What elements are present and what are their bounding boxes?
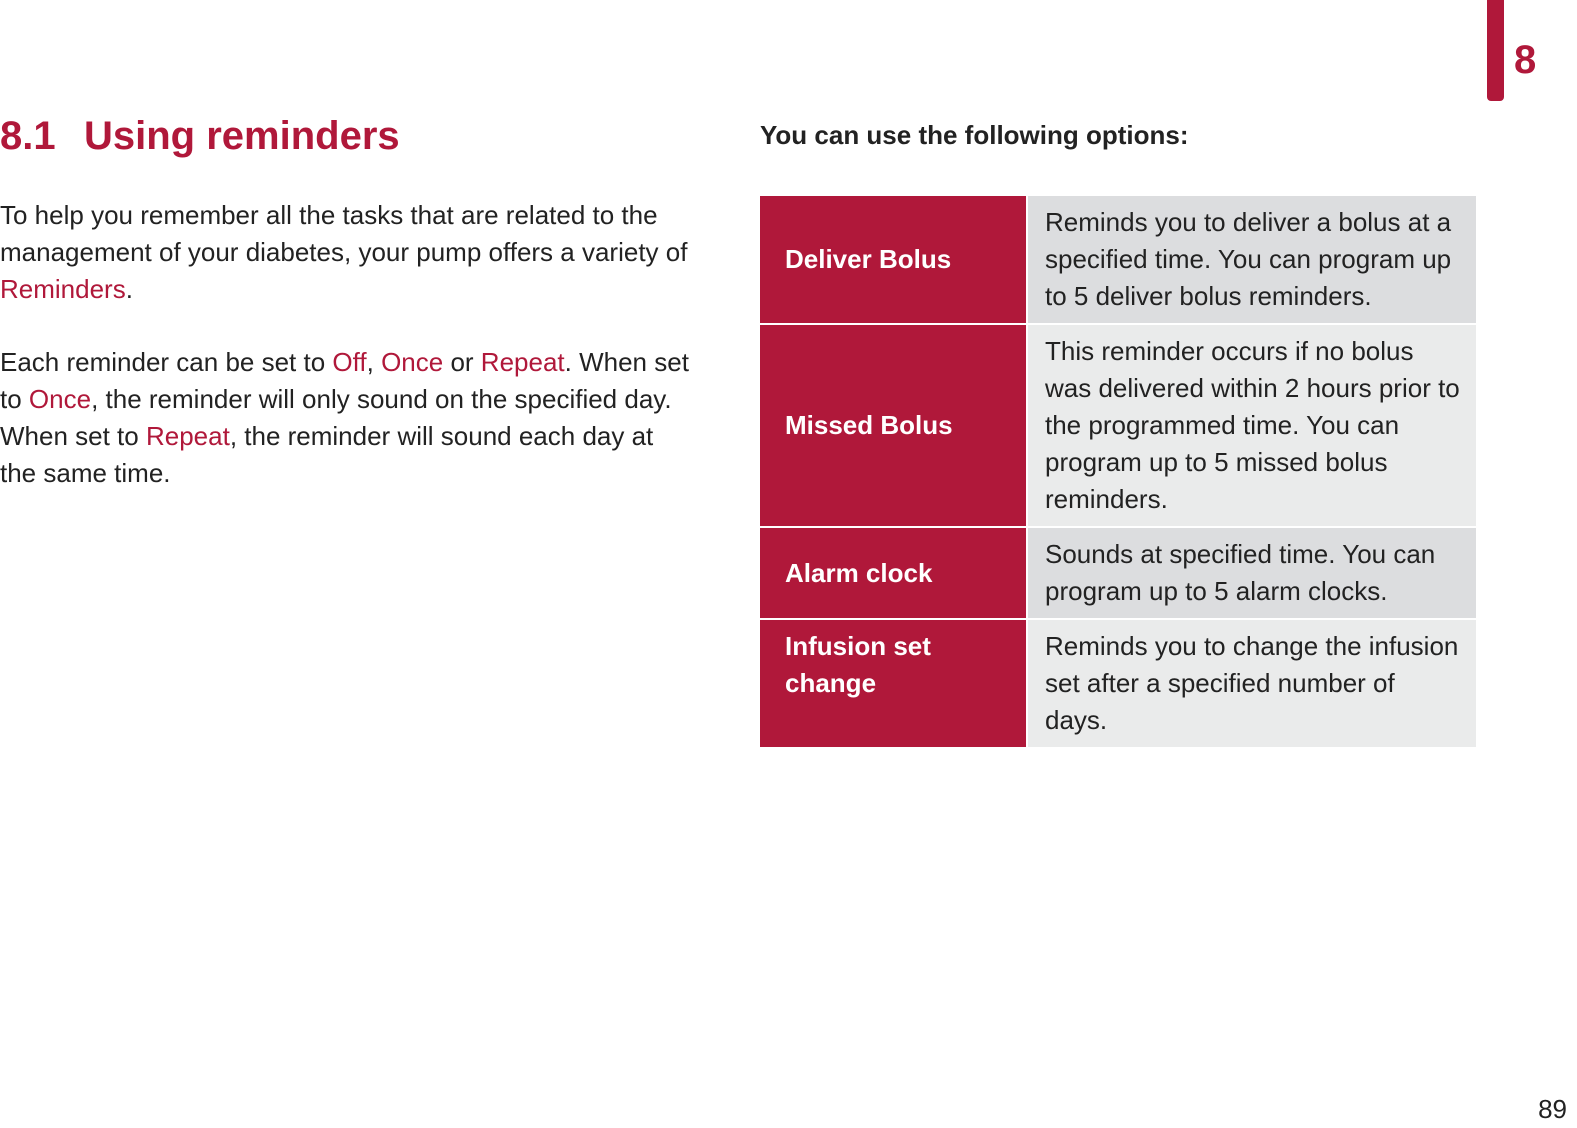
option-name: Deliver Bolus xyxy=(760,196,1027,324)
repeat-term-2: Repeat xyxy=(145,421,230,451)
repeat-term: Repeat xyxy=(480,347,565,377)
once-term-2: Once xyxy=(28,384,92,414)
settings-text-1: Each reminder can be set to xyxy=(0,347,333,377)
page-number: 89 xyxy=(1538,1094,1567,1124)
settings-text-2: . When set to xyxy=(0,347,689,414)
intro-text-2: . xyxy=(125,274,133,304)
settings-sep-1: , xyxy=(366,347,382,377)
option-name: Alarm clock xyxy=(760,527,1027,619)
reminders-term: Reminders xyxy=(0,274,126,304)
chapter-tab-bar xyxy=(1487,0,1504,101)
settings-paragraph xyxy=(0,344,690,492)
settings-sep-2: or xyxy=(443,347,481,377)
table-row xyxy=(760,619,1476,748)
settings-text-3: , the reminder will only sound on the specified day. When set to xyxy=(0,384,672,451)
option-description: This reminder occurs if no bolus was delivered within 2 hours prior to the programmed time. You can program up to 5 missed bolus reminders. xyxy=(1027,324,1476,527)
table-row xyxy=(760,324,1476,527)
option-description: Reminds you to deliver a bolus at a specified time. You can program up to 5 deliver bolus reminders. xyxy=(1027,196,1476,324)
section-title: Using reminders xyxy=(84,114,400,158)
intro-text-1: To help you remember all the tasks that are related to the management of your diabetes, your pump offers a variety of xyxy=(0,200,688,267)
chapter-number: 8 xyxy=(1514,38,1537,82)
section-heading xyxy=(0,112,400,160)
table-row xyxy=(760,196,1476,324)
settings-text-4: , the reminder will sound each day at the same time. xyxy=(0,421,654,488)
table-row xyxy=(760,527,1476,619)
section-number: 8.1 xyxy=(0,114,56,158)
option-name: Missed Bolus xyxy=(760,324,1027,527)
options-intro: You can use the following options: xyxy=(760,120,1189,150)
intro-paragraph xyxy=(0,197,690,308)
option-name: Infusion set change xyxy=(760,619,1027,748)
option-description: Reminds you to change the infusion set after a specified number of days. xyxy=(1027,619,1476,748)
off-term: Off xyxy=(332,347,367,377)
options-table xyxy=(760,196,1476,749)
once-term: Once xyxy=(381,347,444,377)
option-description: Sounds at specified time. You can program up to 5 alarm clocks. xyxy=(1027,527,1476,619)
